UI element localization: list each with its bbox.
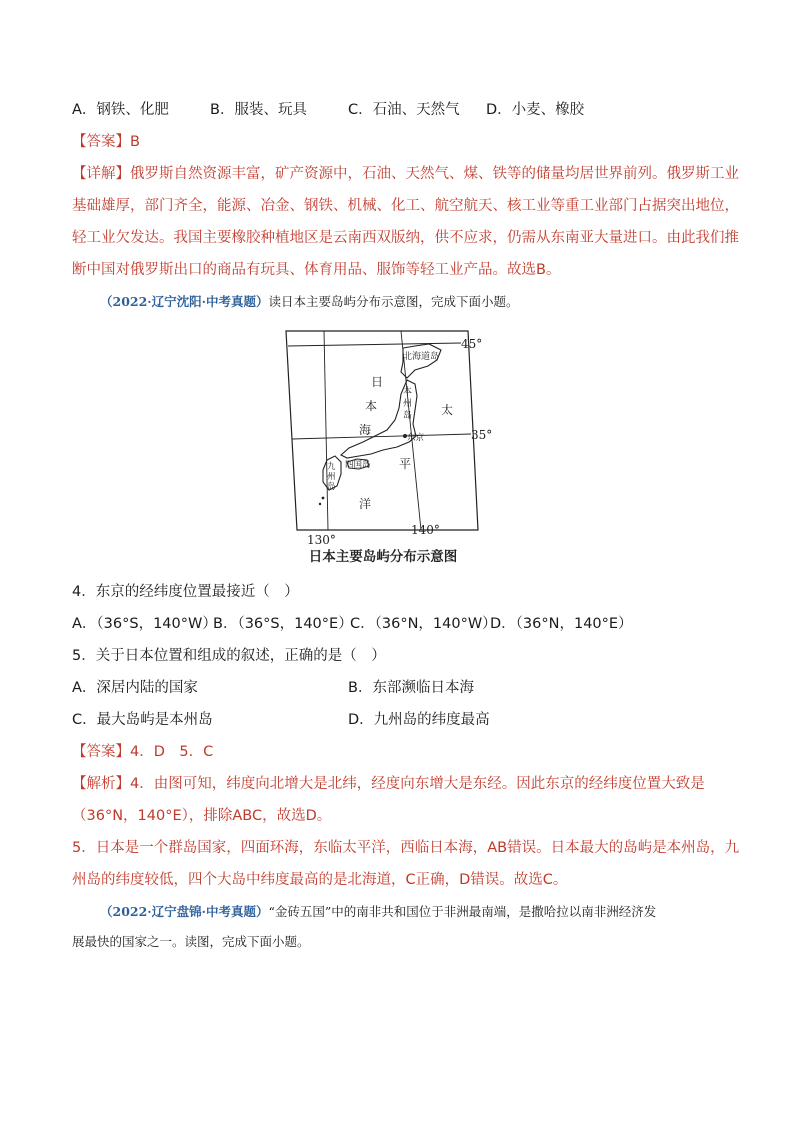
answer-tag: 【答案】 bbox=[72, 134, 130, 150]
answer-tag: 【答案】 bbox=[72, 744, 130, 760]
q4-option-c: C．（36°N，140°W） bbox=[350, 616, 497, 632]
analysis-tag: 【解析】 bbox=[72, 776, 130, 792]
q3-option-b: B．服装、玩具 bbox=[210, 102, 307, 118]
latitude-line-45 bbox=[288, 343, 461, 346]
q5-option-b: B．东部濒临日本海 bbox=[348, 680, 474, 696]
label-pacific-3: 洋 bbox=[359, 497, 372, 511]
q3-option-a: A．钢铁、化肥 bbox=[72, 102, 169, 118]
question-intro-3-line-2: 展最快的国家之一。读图，完成下面小题。 bbox=[72, 934, 310, 949]
label-honshu-1: 本 bbox=[403, 387, 413, 397]
label-kyushu-3: 岛 bbox=[327, 482, 336, 492]
label-sea-of-japan-1: 日 bbox=[371, 375, 384, 389]
q3-option-c: C．石油、天然气 bbox=[348, 102, 460, 118]
small-island bbox=[322, 497, 325, 500]
japan-map-figure bbox=[283, 326, 493, 566]
q4-option-b: B．（36°S，140°E） bbox=[213, 616, 353, 632]
latitude-line-35 bbox=[292, 434, 471, 439]
map-caption: 日本主要岛屿分布示意图 bbox=[308, 549, 458, 565]
label-pacific-2: 平 bbox=[399, 457, 412, 471]
label-honshu-2: 州 bbox=[403, 399, 413, 409]
q4-stem: 4．东京的经纬度位置最接近（ ） bbox=[72, 584, 299, 600]
q4-option-d: D．（36°N，140°E） bbox=[490, 616, 633, 632]
answer-value: B bbox=[130, 134, 140, 150]
detail-line-3: 轻工业欠发达。我国主要橡胶种植地区是云南西双版纳，供不应求，仍需从东南亚大量进口。由此我们推 bbox=[72, 230, 739, 246]
answer-block-1 bbox=[72, 132, 140, 152]
detail-line-2: 基础雄厚，部门齐全，能源、冶金、钢铁、机械、化工、航空航天、核工业等重工业部门占据突出地位， bbox=[72, 198, 739, 214]
question-intro-2: （2022·辽宁沈阳·中考真题）读日本主要岛屿分布示意图，完成下面小题。 bbox=[100, 294, 519, 309]
detail-tag: 【详解】 bbox=[72, 166, 130, 182]
analysis-line-1: 【解析】4．由图可知，纬度向北增大是北纬，经度向东增大是东经。因此东京的经纬度位置大致是 bbox=[72, 776, 705, 792]
detail-line-1: 【详解】俄罗斯自然资源丰富，矿产资源中，石油、天然气、煤、铁等的储量均居世界前列。俄罗斯工业 bbox=[72, 166, 739, 182]
analysis-line-2: （36°N，140°E），排除ABC，故选D。 bbox=[72, 808, 332, 824]
q5-stem: 5．关于日本位置和组成的叙述，正确的是（ ） bbox=[72, 648, 386, 664]
label-sea-of-japan-2: 本 bbox=[365, 399, 378, 413]
japan-map-svg bbox=[283, 326, 493, 566]
label-sea-of-japan-3: 海 bbox=[359, 423, 372, 437]
analysis-line-4: 州岛的纬度较低，四个大岛中纬度最高的是北海道，C正确，D错误。故选C。 bbox=[72, 872, 568, 888]
label-kyushu-2: 州 bbox=[327, 472, 336, 482]
small-island bbox=[319, 503, 321, 505]
label-tokyo: 东京 bbox=[407, 433, 425, 443]
label-lat-45: 45° bbox=[461, 337, 483, 351]
label-kyushu-1: 九 bbox=[327, 462, 336, 472]
q4-option-a: A．（36°S，140°W） bbox=[72, 616, 217, 632]
answer-block-2 bbox=[72, 742, 213, 762]
label-pacific-1: 太 bbox=[441, 403, 454, 417]
q5-option-c: C．最大岛屿是本州岛 bbox=[72, 712, 213, 728]
question-source: （2022·辽宁沈阳·中考真题） bbox=[100, 294, 269, 309]
detail-line-4: 断中国对俄罗斯出口的商品有玩具、体育用品、服饰等轻工业产品。故选B。 bbox=[72, 262, 561, 278]
label-honshu-3: 岛 bbox=[403, 411, 413, 421]
label-lon-130: 130° bbox=[307, 533, 336, 547]
question-intro-3: （2022·辽宁盘锦·中考真题）“金砖五国”中的南非共和国位于非洲最南端，是撒哈拉以南非洲经济发 bbox=[100, 904, 657, 919]
analysis-line-3: 5．日本是一个群岛国家，四面环海，东临太平洋，西临日本海，AB错误。日本最大的岛屿是本州岛，九 bbox=[72, 840, 740, 856]
q3-option-d: D．小麦、橡胶 bbox=[486, 102, 585, 118]
label-lat-35: 35° bbox=[471, 428, 493, 442]
q5-option-a: A．深居内陆的国家 bbox=[72, 680, 198, 696]
question-source: （2022·辽宁盘锦·中考真题） bbox=[100, 904, 269, 919]
label-hokkaido: 北海道岛 bbox=[403, 352, 440, 362]
label-shikoku: 四国岛 bbox=[345, 460, 371, 470]
answer-value: 4．D 5．C bbox=[130, 744, 214, 760]
map-frame bbox=[286, 331, 478, 530]
q5-option-d: D．九州岛的纬度最高 bbox=[348, 712, 490, 728]
longitude-line-130 bbox=[324, 331, 328, 530]
label-lon-140: 140° bbox=[411, 523, 440, 537]
